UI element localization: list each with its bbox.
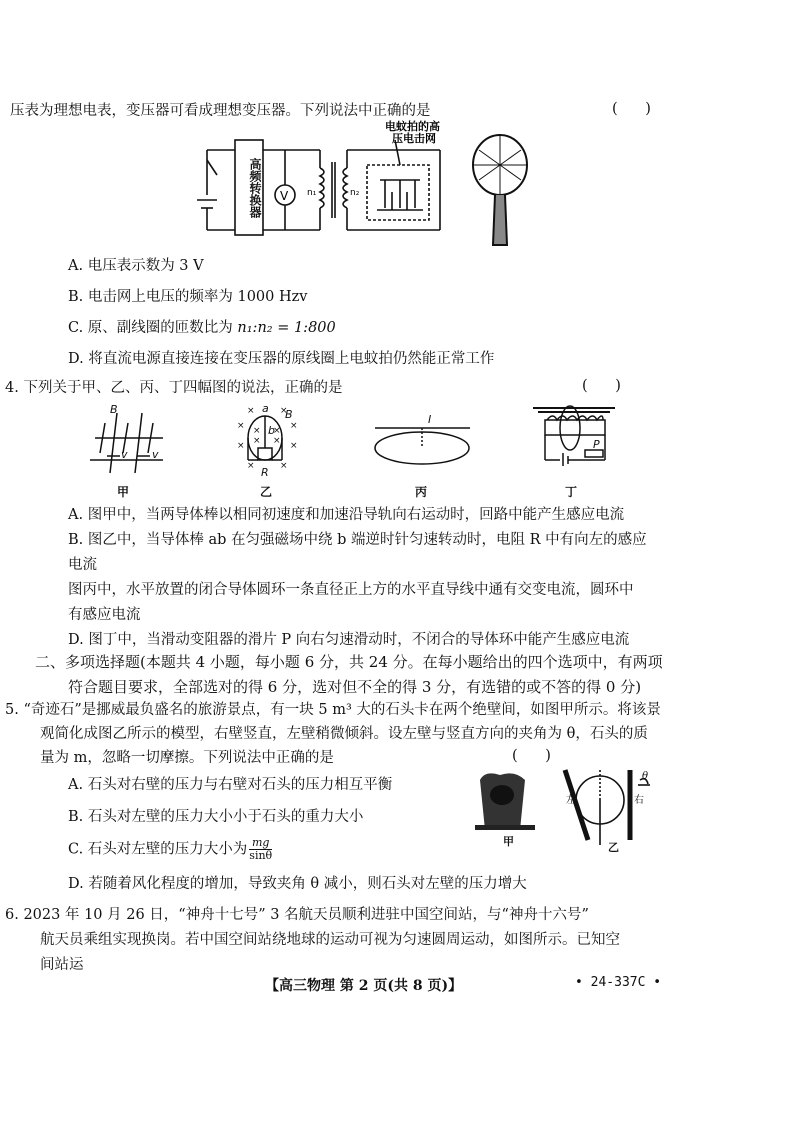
q4-option-c-line1: 图丙中，水平放置的闭合导体圆环一条直径正上方的水平直导线中通有交变电流，圆环中 bbox=[68, 582, 634, 598]
page-footer-title: 【高三物理 第 2 页(共 8 页)】 bbox=[265, 978, 463, 994]
ding-label-p: P bbox=[593, 438, 600, 451]
q4-option-d: D. 图丁中，当滑动变阻器的滑片 P 向右匀速滑动时，不闭合的导体环中能产生感应电流 bbox=[68, 632, 630, 648]
fraction-numerator: mg bbox=[249, 837, 272, 850]
svg-text:×: × bbox=[280, 461, 288, 471]
caption-jia: 甲 bbox=[117, 485, 130, 499]
q5-label-left: 左 bbox=[566, 795, 576, 806]
q4-option-b-line2: 电流 bbox=[68, 557, 97, 573]
svg-text:×: × bbox=[273, 426, 281, 436]
q3-option-a: A. 电压表示数为 3 V bbox=[68, 258, 204, 274]
caption-yi: 乙 bbox=[260, 485, 273, 499]
q5-option-c-fraction bbox=[249, 837, 272, 862]
q5-figures bbox=[470, 765, 660, 855]
jia-label-v1: v bbox=[121, 448, 128, 461]
section2-heading-line2: 符合题目要求，全部选对的得 6 分，选对但不全的得 3 分，有选错的或不答的得 0 分) bbox=[68, 678, 642, 696]
fraction-denominator: sinθ bbox=[249, 849, 273, 862]
svg-text:×: × bbox=[290, 441, 298, 451]
q5-stem-line1: 5. “奇迹石”是挪威最负盛名的旅游景点，有一块 5 m³ 大的石头卡在两个绝壁间，如图甲所示。将该景 bbox=[5, 702, 661, 718]
yi-label-r: R bbox=[261, 466, 269, 479]
q4-option-c-line2: 有感应电流 bbox=[68, 607, 141, 623]
svg-text:×: × bbox=[247, 461, 255, 471]
net-label-line2: 压电击网 bbox=[392, 132, 436, 145]
yi-label-b: b bbox=[268, 424, 275, 437]
net-label-line1: 电蚊拍的高 bbox=[385, 120, 440, 133]
yi-label-b-field: B bbox=[285, 408, 293, 421]
yi-label-a: a bbox=[262, 402, 269, 415]
voltmeter-label: V bbox=[280, 189, 289, 203]
q5-caption-yi: 乙 bbox=[608, 841, 619, 854]
section2-heading-line1: 二、多项选择题(本题共 4 小题，每小题 6 分，共 24 分。在每小题给出的四个选项中，有两项 bbox=[35, 653, 663, 671]
svg-text:×: × bbox=[237, 441, 245, 451]
q5-option-c-prefix: C. 石头对左壁的压力大小为 bbox=[68, 841, 248, 858]
svg-text:×: × bbox=[253, 436, 261, 446]
q4-figures bbox=[85, 398, 625, 503]
q5-stem-line3: 量为 m，忽略一切摩擦。下列说法中正确的是 bbox=[40, 750, 334, 766]
svg-text:×: × bbox=[280, 406, 288, 416]
q5-stem-line2: 观简化成图乙所示的模型，右壁竖直，左壁稍微倾斜。设左壁与竖直方向的夹角为 θ，石头的质 bbox=[40, 726, 648, 742]
svg-text:×: × bbox=[290, 421, 298, 431]
q5-rock-diagrams bbox=[470, 765, 660, 855]
n1-label: n₁ bbox=[307, 188, 317, 198]
q5-caption-jia: 甲 bbox=[503, 835, 514, 848]
q6-line3: 间站运 bbox=[40, 957, 84, 973]
svg-text:×: × bbox=[247, 406, 255, 416]
q3-option-c-ratio: n₁:n₂ = 1:800 bbox=[237, 320, 336, 336]
caption-bing: 丙 bbox=[415, 485, 428, 499]
bing-label-i: I bbox=[428, 413, 432, 426]
caption-ding: 丁 bbox=[565, 485, 578, 499]
jia-label-v2: v bbox=[152, 448, 159, 461]
q3-option-d: D. 将直流电源直接连接在变压器的原线圈上电蚊拍仍然能正常工作 bbox=[68, 351, 495, 367]
svg-text:×: × bbox=[237, 421, 245, 431]
q4-stem: 4. 下列关于甲、乙、丙、丁四幅图的说法，正确的是 bbox=[5, 380, 343, 396]
q5-option-b: B. 石头对左壁的压力大小小于石头的重力大小 bbox=[68, 809, 364, 825]
q3-answer-paren: ( ) bbox=[612, 101, 651, 117]
jia-label-b: B bbox=[110, 403, 118, 416]
q6-line1: 6. 2023 年 10 月 26 日，“神舟十七号” 3 名航天员顺利进驻中国空间站，与“神舟十六号” bbox=[5, 907, 589, 923]
page-footer-code: • 24-337C • bbox=[575, 975, 662, 990]
converter-label: 高频转换器 bbox=[248, 158, 262, 218]
q4-option-b-line1: B. 图乙中，当导体棒 ab 在匀强磁场中绕 b 端逆时针匀速转动时，电阻 R 中有向左的感应 bbox=[68, 532, 647, 548]
q3-option-c-prefix: C. 原、副线圈的匝数比为 bbox=[68, 320, 238, 336]
q5-option-d: D. 若随着风化程度的增加，导致夹角 θ 减小，则石头对左壁的压力增大 bbox=[68, 876, 527, 892]
q5-option-c bbox=[68, 837, 274, 862]
q3-circuit-figure bbox=[195, 120, 565, 250]
q5-label-theta: θ bbox=[642, 771, 649, 782]
q3-option-c bbox=[68, 318, 336, 338]
q6-line2: 航天员乘组实现换岗。若中国空间站绕地球的运动可视为匀速圆周运动，如图所示。已知空 bbox=[40, 932, 620, 948]
q3-stem: 压表为理想电表，变压器可看成理想变压器。下列说法中正确的是 bbox=[10, 103, 431, 119]
q5-option-a: A. 石头对右壁的压力与右壁对石头的压力相互平衡 bbox=[68, 777, 393, 793]
q3-option-b: B. 电击网上电压的频率为 1000 Hzv bbox=[68, 289, 308, 305]
q4-answer-paren: ( ) bbox=[582, 378, 621, 394]
q5-label-right: 右 bbox=[634, 795, 644, 806]
svg-text:×: × bbox=[273, 436, 281, 446]
n2-label: n₂ bbox=[350, 188, 360, 198]
svg-text:×: × bbox=[253, 426, 261, 436]
q5-answer-paren: ( ) bbox=[512, 748, 551, 764]
q4-four-diagrams bbox=[85, 398, 625, 503]
q4-option-a: A. 图甲中，当两导体棒以相同初速度和加速沿导轨向右运动时，回路中能产生感应电流 bbox=[68, 507, 625, 523]
